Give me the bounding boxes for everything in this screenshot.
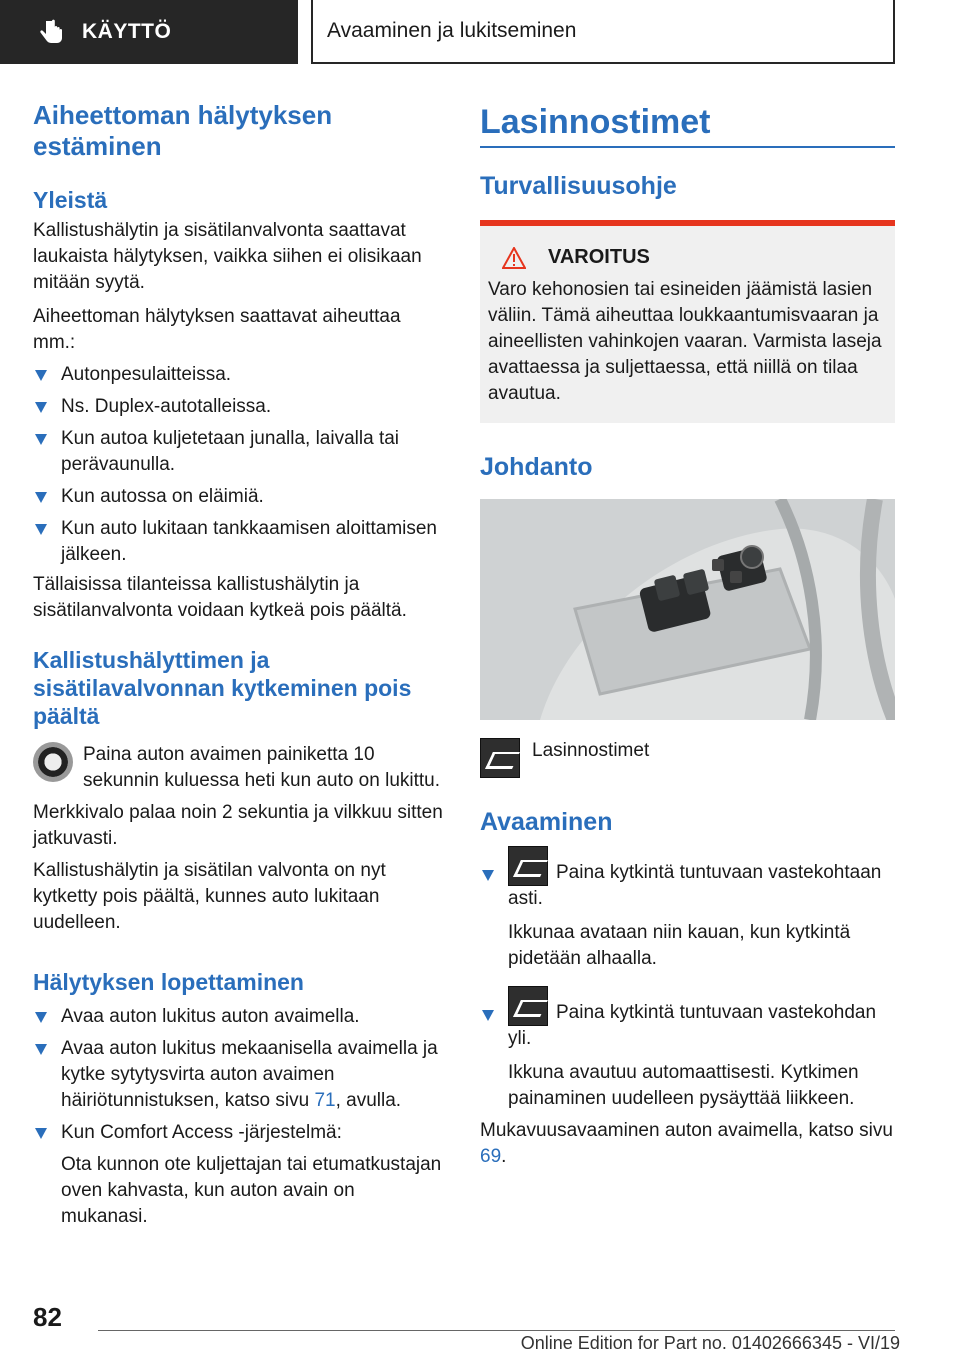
- list-item: Paina kytkintä tuntuvaan vastekohdan yli. Ikkuna avautuu automaattisesti. Kytkimen painaminen uudelleen pysäyttää liikkeen.: [480, 986, 895, 1112]
- bullet-triangle-icon: [35, 1128, 47, 1139]
- comfort-access-text: Ota kunnon ote kuljettajan tai etumatkustajan oven kahvasta, kun auton avain on mukanasi.: [61, 1154, 442, 1227]
- bullet-triangle-icon: [35, 1044, 47, 1055]
- causes-intro: Aiheettoman hälytyksen saattavat aiheuttaa mm.:: [33, 306, 401, 353]
- section-tab[interactable]: [0, 0, 298, 64]
- bullet-triangle-icon: [35, 434, 47, 445]
- bullet-triangle-icon: [35, 524, 47, 535]
- safety-heading: Turvallisuusohje: [480, 172, 677, 200]
- list-item: Avaa auton lukitus auton avaimella.: [33, 1004, 445, 1030]
- bullet-triangle-icon: [482, 1010, 494, 1021]
- indicator-para: Merkkivalo palaa noin 2 sekuntia ja vilkkuu sitten jatkuvasti.: [33, 802, 443, 849]
- bullet-triangle-icon: [482, 870, 494, 881]
- deactivated-para: Kallistushälytin ja sisätilan valvonta on nyt kytketty pois päältä, kunnes auto lukitaan uudelleen.: [33, 860, 386, 933]
- key-instruction-text: Paina auton avaimen painiketta 10 sekunnin kuluessa heti kun auto on lukittu.: [83, 744, 441, 791]
- stop-list: [33, 1004, 445, 1230]
- opening-heading: Avaaminen: [480, 808, 613, 836]
- intro-heading: Johdanto: [480, 453, 593, 481]
- warning-box: [480, 220, 895, 423]
- edition-footer: Online Edition for Part no. 01402666345 - VI/19: [520, 1333, 900, 1353]
- open1-detail: Ikkunaa avataan niin kauan, kun kytkintä pidetään alhaalla.: [508, 922, 851, 969]
- bullet-triangle-icon: [35, 492, 47, 503]
- right-column: [480, 100, 895, 1170]
- window-lifts-title: Lasinnostimet: [480, 103, 711, 141]
- list-item: Kun autossa on eläimiä.: [33, 484, 445, 510]
- convenience-para: Mukavuusavaaminen auton avaimella, katso sivu 69.: [480, 1120, 893, 1167]
- list-item: Paina kytkintä tuntuvaan vastekohtaan asti. Ikkunaa avataan niin kauan, kun kytkintä pidetään alhaalla.: [480, 846, 895, 972]
- window-switch-icon: [480, 738, 520, 778]
- list-item: Avaa auton lukitus mekaanisella avaimella ja kytke sytytysvirta auton avaimen häiriötunnistuksen, katso sivu 71, avulla.: [33, 1036, 445, 1114]
- warning-text: Varo kehonosien tai esineiden jäämistä lasien väliin. Tämä aiheuttaa loukkaantumisvaaran ja aineellisten vahinkojen vaaran. Varmista laseja avattaessa ja suljettaessa, että niillä on tilaa avautua.: [488, 279, 882, 404]
- left-column: [33, 100, 445, 1230]
- page-number: 82: [33, 1302, 62, 1332]
- key-instruction: [33, 742, 445, 794]
- list-item: Kun Comfort Access -järjestelmä: Ota kunnon ote kuljettajan tai etumatkustajan oven kahvasta, kun auton avain on mukanasi.: [33, 1120, 445, 1230]
- warning-triangle-icon: [502, 247, 526, 269]
- title-rule: [480, 146, 895, 148]
- deactivate-para: Tällaisissa tilanteissa kallistushälytin ja sisätilanvalvonta voidaan kytkeä pois päältä.: [33, 574, 407, 621]
- list-item: Kun auto lukitaan tankkaamisen aloittamisen jälkeen.: [33, 516, 445, 568]
- page-link[interactable]: 69: [480, 1146, 502, 1167]
- window-switch-icon: [508, 846, 548, 886]
- bullet-triangle-icon: [35, 370, 47, 381]
- icon-legend: [480, 738, 895, 778]
- footer-rule: [98, 1330, 895, 1331]
- icon-caption: Lasinnostimet: [532, 740, 650, 761]
- general-para: Kallistushälytin ja sisätilanvalvonta saattavat laukaista hälytyksen, vaikka siihen ei olisikaan mitään syytä.: [33, 220, 422, 293]
- bullet-triangle-icon: [35, 1012, 47, 1023]
- general-heading: Yleistä: [33, 187, 108, 213]
- deactivate-heading: Kallistushälyttimen ja sisätilavalvonnan kytkeminen pois päältä: [33, 647, 412, 729]
- causes-list: [33, 362, 445, 568]
- window-switch-icon: [508, 986, 548, 1026]
- page-link[interactable]: 71: [314, 1090, 336, 1111]
- chapter-title: [311, 0, 895, 64]
- chapter-title-text: Avaaminen ja lukitseminen: [327, 19, 577, 42]
- section-tab-label: KÄYTTÖ: [82, 20, 172, 43]
- stop-alarm-heading: Hälytyksen lopettaminen: [33, 969, 304, 995]
- warning-label: VAROITUS: [548, 246, 650, 268]
- false-alarm-heading: Aiheettoman hälytyksen estäminen: [33, 100, 333, 161]
- door-panel-illustration: [480, 499, 895, 720]
- warning-title: [488, 246, 887, 269]
- hand-icon: [36, 17, 66, 47]
- list-item: Ns. Duplex-autotalleissa.: [33, 394, 445, 420]
- list-item: Autonpesulaitteissa.: [33, 362, 445, 388]
- window-switch-photo: [480, 499, 895, 720]
- open2-detail: Ikkuna avautuu automaattisesti. Kytkimen painaminen uudelleen pysäyttää liikkeen.: [508, 1062, 859, 1109]
- car-key-button-icon: [33, 742, 73, 782]
- list-item: Kun autoa kuljetetaan junalla, laivalla tai perävaunulla.: [33, 426, 445, 478]
- bullet-triangle-icon: [35, 402, 47, 413]
